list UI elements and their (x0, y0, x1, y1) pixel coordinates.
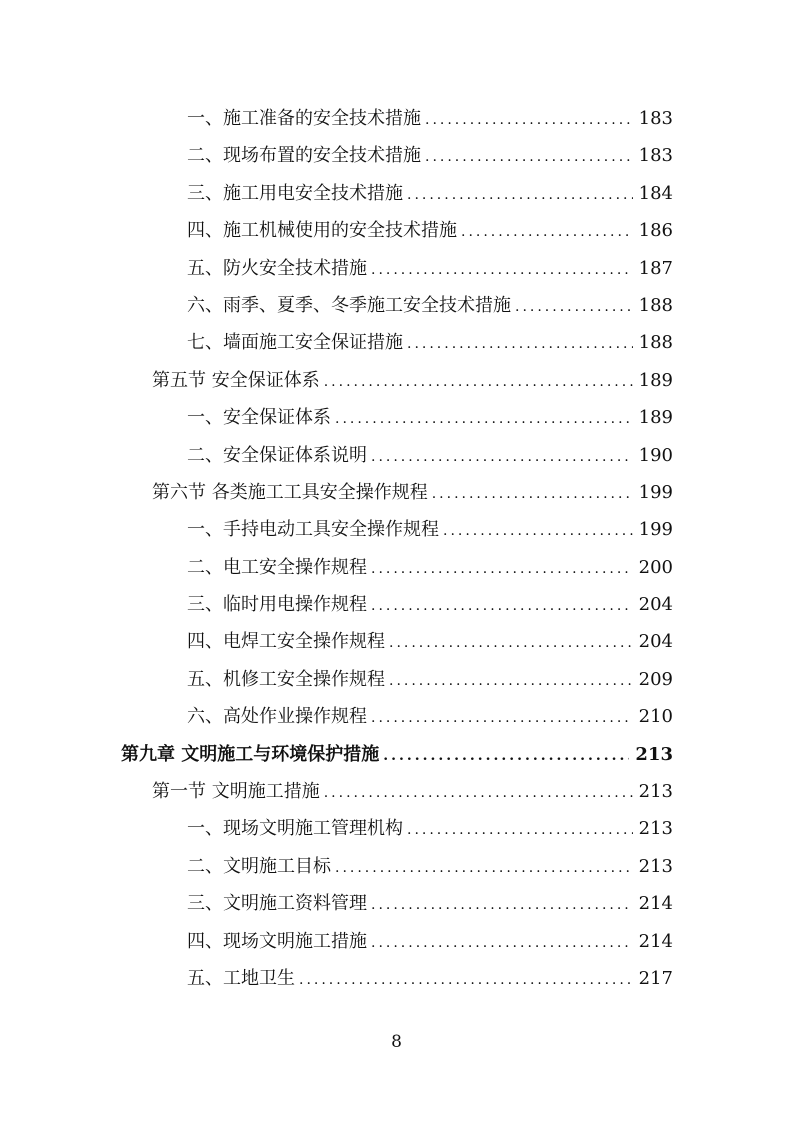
toc-entry-page: 183 (638, 108, 673, 129)
toc-entry-page: 209 (638, 668, 673, 690)
toc-entry-title: 第五节 安全保证体系 (152, 369, 320, 391)
toc-entry[interactable] (0, 137, 793, 174)
toc-entry[interactable] (0, 661, 793, 698)
toc-dot-leader (425, 102, 633, 139)
toc-entry[interactable] (0, 773, 793, 810)
toc-entry-title: 五、机修工安全操作规程 (187, 668, 385, 690)
toc-entry[interactable] (0, 848, 793, 885)
toc-dot-leader (371, 588, 633, 625)
table-of-contents (0, 100, 793, 997)
toc-entry-page: 200 (638, 556, 673, 578)
toc-entry[interactable] (0, 923, 793, 960)
toc-entry-title: 二、文明施工目标 (187, 855, 331, 877)
toc-entry-page: 213 (638, 818, 673, 840)
toc-entry-title: 三、临时用电操作规程 (187, 594, 367, 616)
toc-entry-title: 四、现场文明施工措施 (187, 930, 367, 952)
toc-dot-leader (383, 738, 629, 775)
toc-entry-title: 三、文明施工资料管理 (187, 893, 367, 915)
toc-entry[interactable] (0, 362, 793, 399)
toc-entry-page: 213 (638, 855, 673, 877)
toc-entry[interactable] (0, 212, 793, 249)
toc-entry[interactable] (0, 437, 793, 474)
toc-entry[interactable] (0, 250, 793, 287)
toc-entry[interactable] (0, 885, 793, 922)
toc-dot-leader (371, 887, 633, 924)
toc-entry-page: 199 (638, 519, 673, 541)
toc-dot-leader (389, 663, 633, 700)
toc-entry[interactable] (0, 549, 793, 586)
toc-entry-page: 204 (638, 594, 673, 616)
toc-entry-title: 一、施工准备的安全技术措施 (187, 108, 421, 129)
toc-dot-leader (371, 551, 633, 588)
toc-entry-page: 189 (638, 369, 673, 391)
toc-entry-title: 一、安全保证体系 (187, 407, 331, 429)
toc-entry-title: 五、工地卫生 (187, 967, 295, 989)
toc-dot-leader (389, 625, 633, 662)
toc-entry-page: 188 (638, 332, 673, 354)
toc-entry-title: 二、安全保证体系说明 (187, 444, 367, 466)
toc-entry-page: 190 (638, 444, 673, 466)
toc-entry-title: 五、防火安全技术措施 (187, 257, 367, 279)
toc-dot-leader (324, 364, 633, 401)
toc-entry-title: 三、施工用电安全技术措施 (187, 182, 403, 204)
toc-entry-page: 213 (638, 781, 673, 803)
toc-dot-leader (371, 439, 633, 476)
toc-entry-title: 四、电焊工安全操作规程 (187, 631, 385, 653)
toc-dot-leader (407, 177, 633, 214)
toc-entry-page: 188 (638, 294, 673, 316)
toc-entry-page: 214 (638, 930, 673, 952)
toc-dot-leader (335, 401, 633, 438)
toc-entry[interactable] (0, 399, 793, 436)
toc-entry[interactable] (0, 324, 793, 361)
toc-entry-title: 六、高处作业操作规程 (187, 706, 367, 728)
toc-entry-page: 213 (635, 743, 673, 765)
toc-entry-page: 183 (638, 145, 673, 167)
toc-entry-page: 214 (638, 893, 673, 915)
toc-entry-title: 七、墙面施工安全保证措施 (187, 332, 403, 354)
toc-dot-leader (371, 700, 633, 737)
toc-entry-title: 六、雨季、夏季、冬季施工安全技术措施 (187, 294, 511, 316)
toc-entry-page: 189 (638, 407, 673, 429)
toc-dot-leader (425, 139, 633, 176)
toc-entry-title: 二、现场布置的安全技术措施 (187, 145, 421, 167)
toc-entry-title: 四、施工机械使用的安全技术措施 (187, 220, 457, 242)
toc-entry[interactable] (0, 736, 793, 773)
toc-entry-page: 210 (638, 706, 673, 728)
toc-dot-leader (443, 513, 633, 550)
page-number: 8 (391, 1032, 402, 1052)
toc-entry[interactable] (0, 511, 793, 548)
toc-entry[interactable] (0, 810, 793, 847)
toc-entry-title: 第一节 文明施工措施 (152, 781, 320, 803)
toc-dot-leader (324, 775, 633, 812)
toc-dot-leader (371, 252, 633, 289)
toc-entry-title: 一、现场文明施工管理机构 (187, 818, 403, 840)
toc-entry[interactable] (0, 960, 793, 997)
toc-entry-page: 217 (638, 967, 673, 989)
toc-entry[interactable] (0, 100, 793, 137)
toc-entry-title: 一、手持电动工具安全操作规程 (187, 519, 439, 541)
toc-entry-page: 199 (638, 481, 673, 503)
toc-entry-page: 186 (638, 220, 673, 242)
toc-dot-leader (461, 214, 633, 251)
toc-dot-leader (299, 962, 633, 999)
toc-entry-title: 第六节 各类施工工具安全操作规程 (152, 481, 428, 503)
toc-dot-leader (407, 812, 633, 849)
toc-entry[interactable] (0, 623, 793, 660)
toc-entry[interactable] (0, 474, 793, 511)
toc-entry-page: 204 (638, 631, 673, 653)
toc-entry[interactable] (0, 175, 793, 212)
toc-entry[interactable] (0, 586, 793, 623)
toc-dot-leader (371, 925, 633, 962)
toc-entry-page: 184 (638, 182, 673, 204)
toc-entry[interactable] (0, 287, 793, 324)
toc-entry-page: 187 (638, 257, 673, 279)
toc-dot-leader (335, 850, 633, 887)
toc-dot-leader (432, 476, 633, 513)
toc-entry-title: 二、电工安全操作规程 (187, 556, 367, 578)
toc-dot-leader (515, 289, 633, 326)
toc-dot-leader (407, 326, 633, 363)
toc-entry-title: 第九章 文明施工与环境保护措施 (121, 743, 380, 765)
toc-entry[interactable] (0, 698, 793, 735)
